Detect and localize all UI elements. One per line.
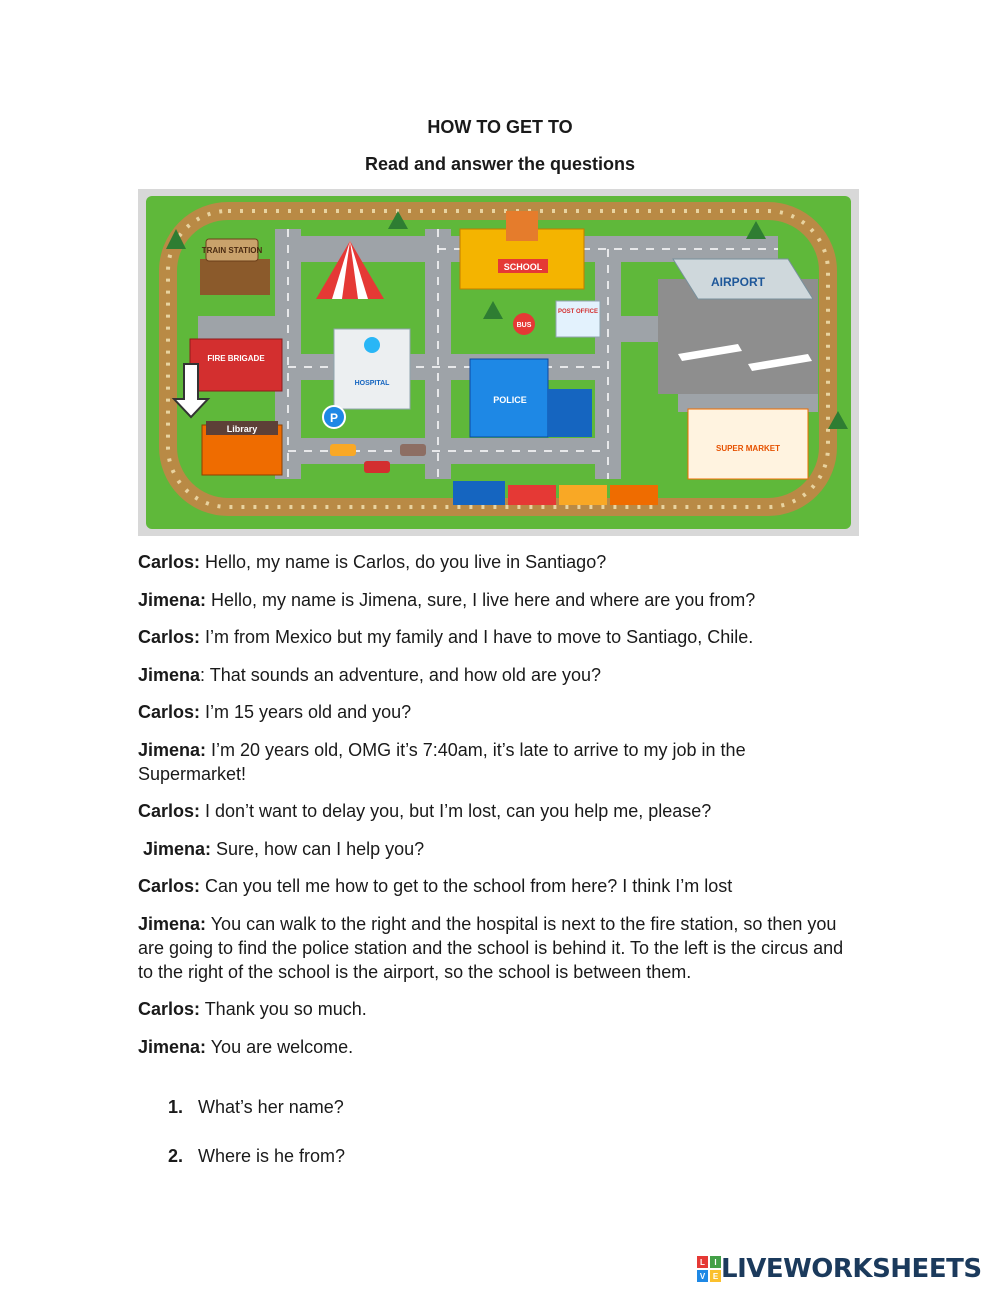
dialog-line [138, 997, 858, 1021]
supermarket-building [688, 409, 808, 479]
speaker-name: Jimena: [138, 739, 207, 760]
speaker-name: Carlos: [138, 702, 201, 722]
speaker-name: Carlos: [138, 552, 201, 572]
liveworksheets-logo [697, 1254, 982, 1284]
dialog-line [138, 837, 858, 861]
post-office-label: POST OFFICE [557, 309, 599, 315]
dialog-line [138, 588, 858, 612]
line-text: Can you tell me how to get to the school from here? I think I’m lost [200, 876, 733, 896]
line-text: I don’t want to delay you, but I’m lost, can you help me, please? [200, 801, 712, 821]
police-label: POLICE [493, 395, 527, 405]
speaker-name: Carlos: [138, 627, 201, 647]
line-text: I’m from Mexico but my family and I have to move to Santiago, Chile. [200, 627, 754, 647]
bus-stop-sign [513, 313, 535, 335]
airport-building [658, 259, 818, 394]
library-label: Library [226, 424, 258, 434]
speaker-name: Jimena: [138, 1036, 207, 1057]
speaker-name: Carlos: [138, 999, 201, 1019]
speaker-name: Carlos: [138, 801, 201, 821]
svg-text:L: L [700, 1258, 705, 1267]
line-text: I’m 15 years old and you? [200, 702, 412, 722]
fire-brigade-building [190, 339, 282, 391]
svg-text:I: I [714, 1258, 717, 1267]
line-text: Sure, how can I help you? [211, 838, 425, 859]
question-item [168, 1146, 345, 1167]
speaker-name: Carlos: [138, 876, 201, 896]
speaker-name: Jimena [138, 664, 201, 685]
dialog-line [138, 663, 858, 687]
dialogue [138, 550, 858, 1072]
svg-text:V: V [699, 1272, 706, 1281]
train-station-building [200, 239, 270, 295]
speaker-name: Jimena: [138, 589, 207, 610]
question-number: 2. [168, 1146, 184, 1166]
line-text: You are welcome. [206, 1036, 354, 1057]
line-text: Thank you so much. [200, 999, 367, 1019]
page-title: HOW TO GET TO [427, 117, 573, 137]
hospital-building [334, 329, 410, 409]
dialog-line [138, 700, 858, 724]
dialog-line [138, 1035, 858, 1059]
line-text: You can walk to the right and the hospital is next to the fire station, so then you are going to find the police station and the school is behind it. To the left is the circus and to the right of the school is the airport, so the school is between them. [138, 913, 844, 982]
page-subtitle: Read and answer the questions [364, 154, 636, 174]
supermarket-label: SUPER MARKET [715, 444, 781, 453]
logo-badge-icon [697, 1256, 721, 1282]
dialog-line [138, 550, 858, 574]
dialog-line [138, 874, 858, 898]
train-station-label: TRAIN STATION [201, 246, 263, 255]
school-label: SCHOOL [503, 262, 543, 272]
dialog-line [138, 799, 858, 823]
question-text: What’s her name? [198, 1097, 344, 1117]
question-item [168, 1097, 344, 1118]
speaker-name: Jimena: [138, 913, 207, 934]
dialog-line [138, 912, 858, 984]
line-text: : That sounds an adventure, and how old are you? [200, 664, 601, 685]
parking-label: P [329, 411, 339, 425]
dialog-line [138, 625, 858, 649]
question-text: Where is he from? [198, 1146, 346, 1166]
logo-text: LIVEWORKSHEETS [721, 1254, 982, 1284]
fire-brigade-label: FIRE BRIGADE [207, 354, 265, 363]
town-map-illustration [138, 189, 859, 536]
post-office-building [556, 301, 600, 337]
bus-label: BUS [516, 322, 532, 329]
line-text: Hello, my name is Carlos, do you live in Santiago? [200, 552, 607, 572]
airport-label: AIRPORT [711, 275, 765, 289]
library-building [202, 421, 282, 475]
svg-text:E: E [712, 1272, 719, 1281]
dialog-line [138, 738, 858, 786]
line-text: Hello, my name is Jimena, sure, I live here and where are you from? [206, 589, 756, 610]
line-text: I’m 20 years old, OMG it’s 7:40am, it’s late to arrive to my job in the Supermarket! [138, 739, 746, 784]
speaker-name: Jimena: [138, 838, 212, 859]
parking-sign [323, 406, 345, 428]
question-number: 1. [168, 1097, 184, 1117]
hospital-label: HOSPITAL [354, 380, 390, 387]
